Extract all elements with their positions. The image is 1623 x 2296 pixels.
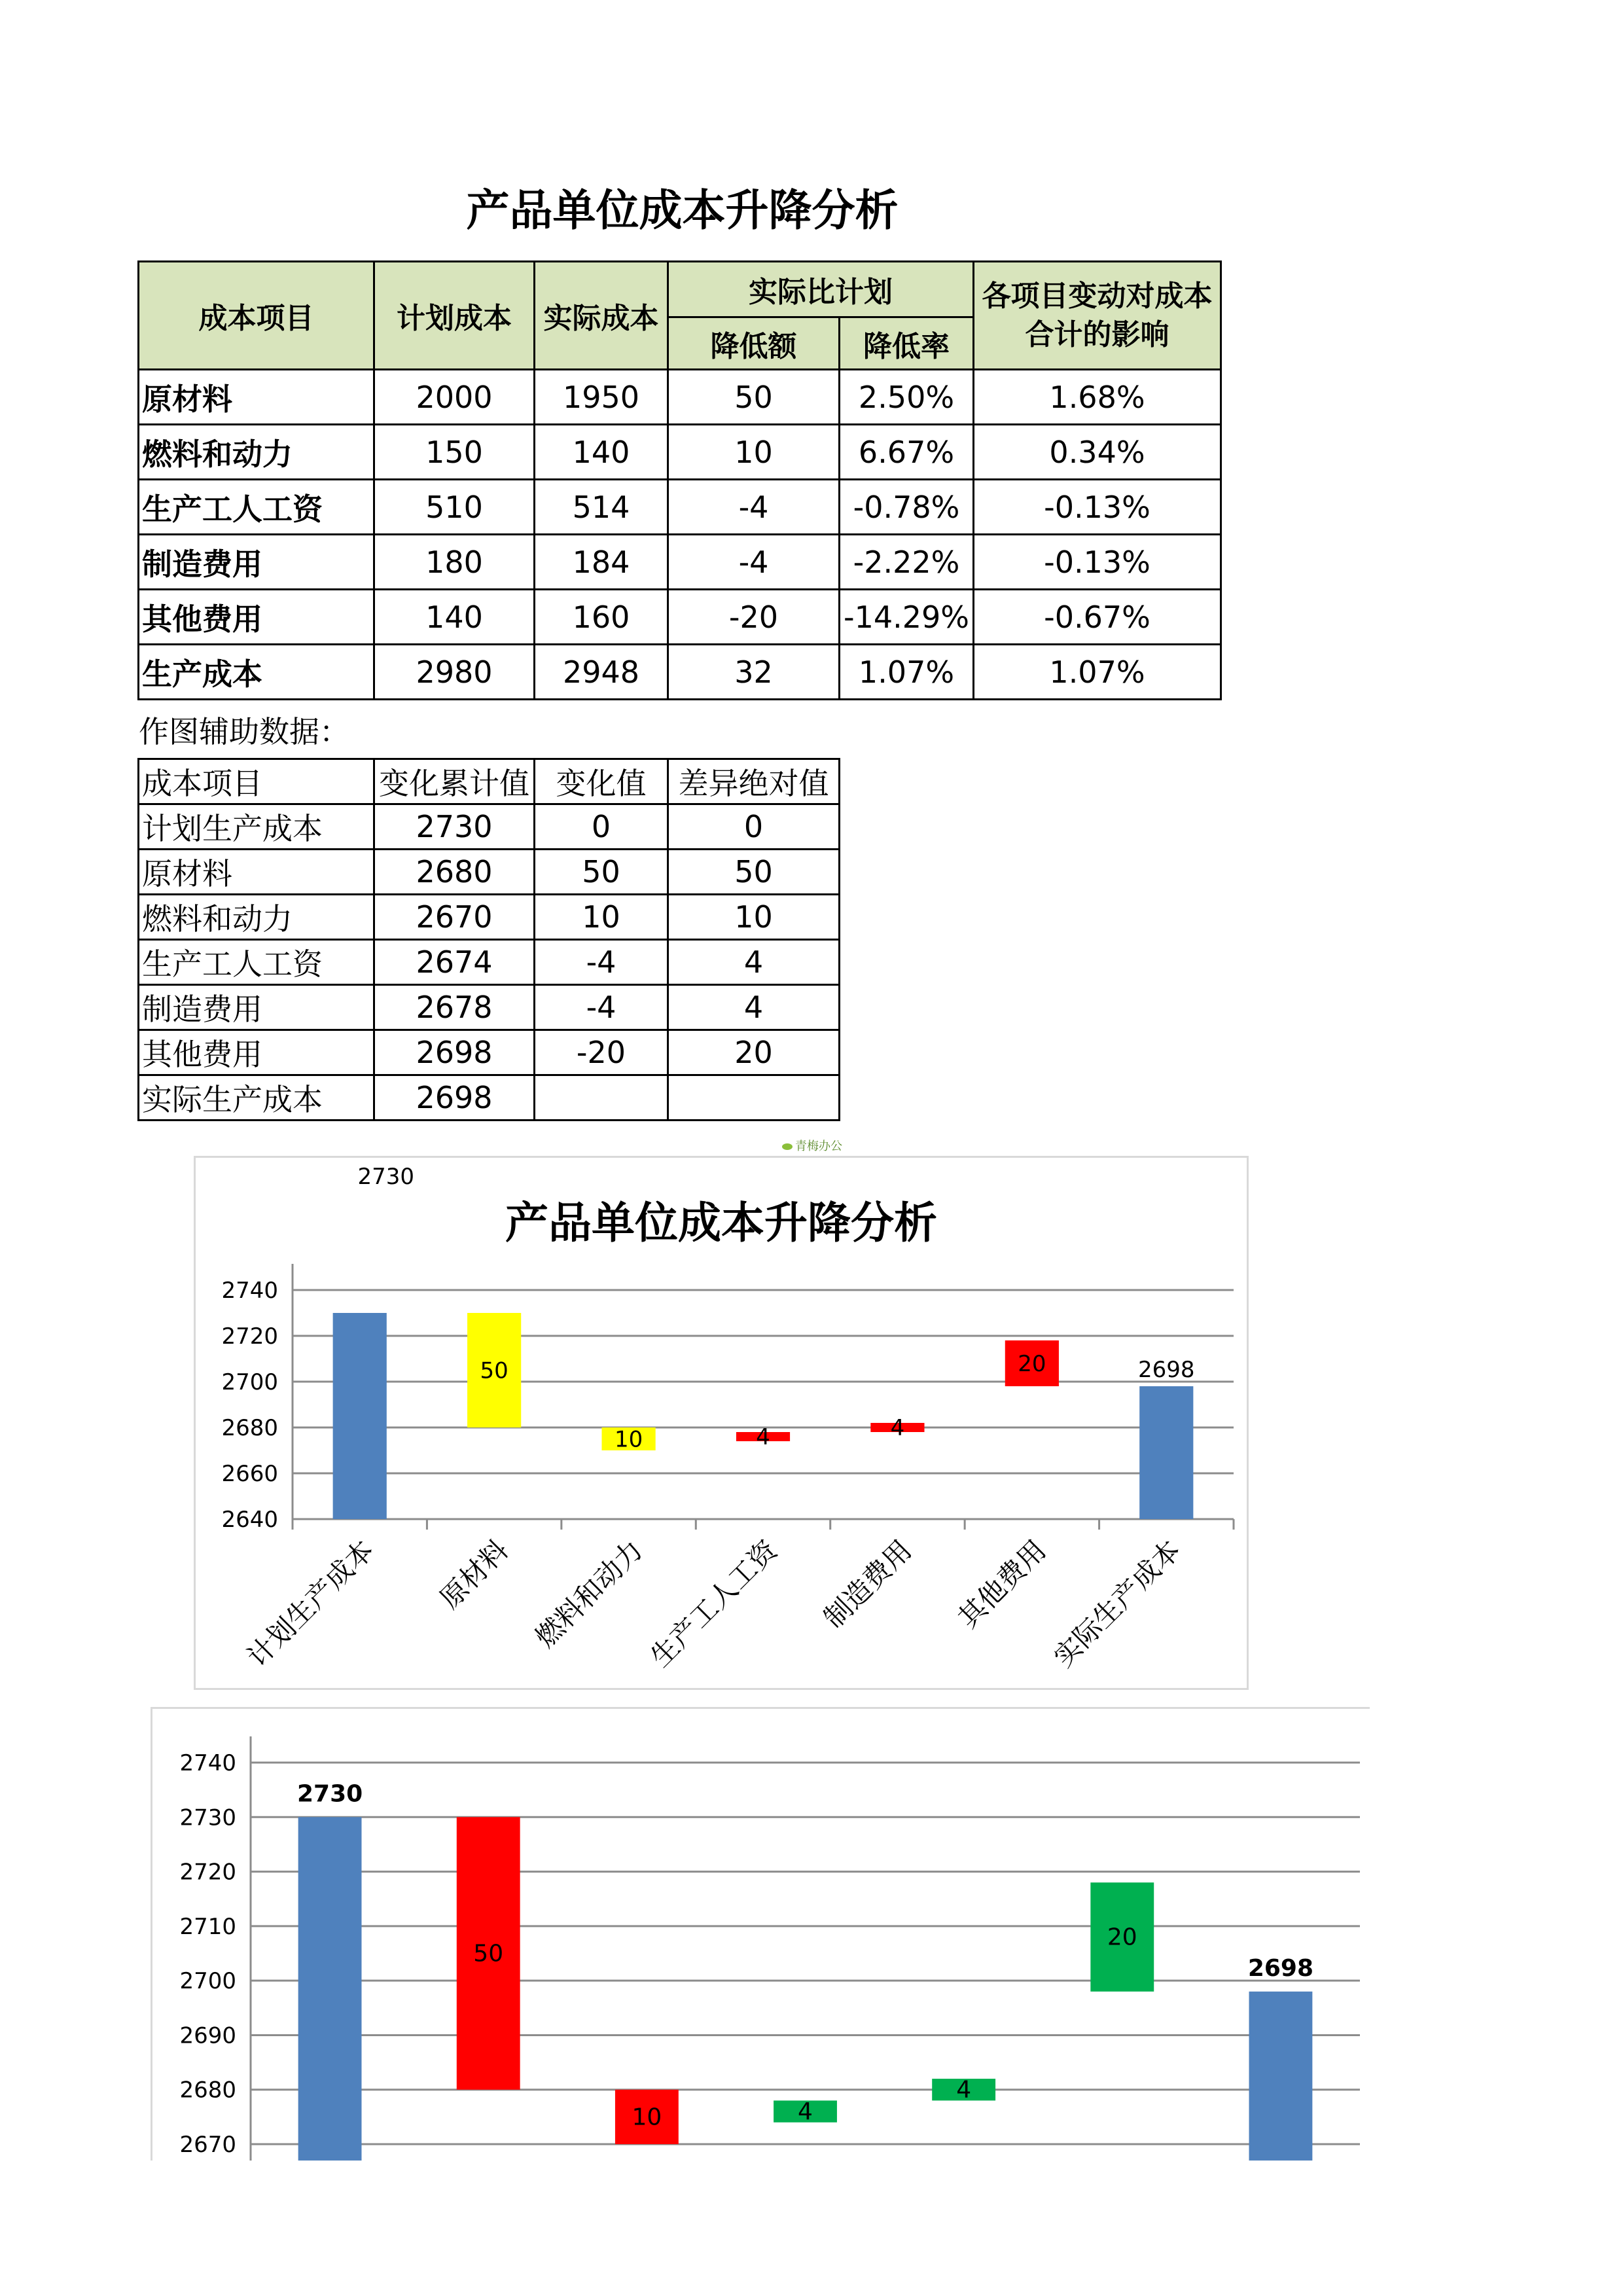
table-row (139, 985, 840, 1030)
aux-cell-item: 实际生产成本 (139, 1075, 374, 1121)
aux-cell-cumulative: 2670 (374, 895, 535, 940)
chart-2-svg (152, 1709, 1370, 2161)
data-label: 4 (956, 2076, 972, 2104)
data-label: 4 (798, 2098, 813, 2126)
y-tick-label: 2730 (179, 1804, 236, 1831)
y-tick-label: 2640 (221, 1507, 278, 1533)
data-label: 4 (756, 1424, 770, 1450)
data-label: 10 (632, 2104, 662, 2131)
header-item: 成本项目 (139, 262, 374, 370)
table-row (139, 425, 1221, 480)
cell-amount: -20 (668, 590, 840, 645)
data-label: 10 (614, 1426, 643, 1453)
data-label: 2698 (1247, 1954, 1314, 1982)
aux-cell-change: -20 (535, 1030, 668, 1075)
cell-amount: -4 (668, 535, 840, 590)
data-label: 20 (1018, 1351, 1046, 1377)
aux-cell-item: 计划生产成本 (139, 804, 374, 850)
leaf-icon (782, 1143, 793, 1150)
aux-cell-change: -4 (535, 985, 668, 1030)
y-tick-label: 2690 (179, 2022, 236, 2049)
cell-actual: 1950 (535, 370, 668, 425)
table-row (139, 1030, 840, 1075)
cell-impact: -0.13% (974, 535, 1221, 590)
cell-item: 生产成本 (139, 645, 374, 700)
header-compare: 实际比计划 (668, 262, 974, 317)
watermark (782, 1137, 842, 1154)
aux-header-cumulative: 变化累计值 (374, 759, 535, 804)
category-label: 计划生产成本 (240, 1534, 380, 1674)
aux-cell-abs (668, 1075, 840, 1121)
cell-rate: 2.50% (840, 370, 974, 425)
cell-item: 制造费用 (139, 535, 374, 590)
cell-actual: 514 (535, 480, 668, 535)
header-actual: 实际成本 (535, 262, 668, 370)
aux-cell-cumulative: 2698 (374, 1030, 535, 1075)
table-row (139, 645, 1221, 700)
aux-cell-abs: 20 (668, 1030, 840, 1075)
cell-actual: 184 (535, 535, 668, 590)
waterfall-chart-2 (151, 1707, 1370, 2161)
data-label: 20 (1107, 1924, 1137, 1951)
aux-cell-cumulative: 2674 (374, 940, 535, 985)
category-label: 制造费用 (817, 1534, 918, 1634)
aux-cell-change: 0 (535, 804, 668, 850)
y-tick-label: 2740 (179, 1750, 236, 1776)
y-tick-label: 2670 (179, 2132, 236, 2159)
cell-rate: -14.29% (840, 590, 974, 645)
cell-item: 原材料 (139, 370, 374, 425)
chart-1-svg (196, 1158, 1247, 1688)
data-label: 50 (473, 1940, 504, 1967)
table-row (139, 850, 840, 895)
page-title: 产品单位成本升降分析 (466, 185, 899, 236)
y-tick-label: 2720 (179, 1859, 236, 1886)
aux-cell-abs: 50 (668, 850, 840, 895)
cell-amount: 50 (668, 370, 840, 425)
chart-title: 产品单位成本升降分析 (505, 1198, 937, 1248)
aux-cell-cumulative: 2678 (374, 985, 535, 1030)
category-label: 生产工人工资 (644, 1534, 784, 1674)
data-label: 2698 (1138, 1357, 1195, 1383)
aux-cell-abs: 4 (668, 985, 840, 1030)
cell-item: 生产工人工资 (139, 480, 374, 535)
table-row (139, 940, 840, 985)
data-label: 2730 (296, 1780, 363, 1808)
chart-bar (298, 1817, 362, 2161)
cell-plan: 180 (374, 535, 535, 590)
table-row (139, 370, 1221, 425)
cell-item: 其他费用 (139, 590, 374, 645)
cell-impact: 1.68% (974, 370, 1221, 425)
y-tick-label: 2700 (179, 1968, 236, 1995)
header-decrease-amount: 降低额 (668, 317, 840, 370)
table-row (139, 1075, 840, 1121)
aux-data-table (137, 758, 840, 1121)
aux-cell-item: 生产工人工资 (139, 940, 374, 985)
category-label: 原材料 (433, 1534, 515, 1615)
header-plan: 计划成本 (374, 262, 535, 370)
aux-cell-change: -4 (535, 940, 668, 985)
aux-cell-change (535, 1075, 668, 1121)
cell-actual: 160 (535, 590, 668, 645)
watermark-text: 青梅办公 (795, 1139, 842, 1153)
aux-cell-abs: 4 (668, 940, 840, 985)
chart-bar (1249, 1992, 1313, 2161)
chart-bar (333, 1313, 387, 1519)
y-tick-label: 2700 (221, 1369, 278, 1395)
y-tick-label: 2680 (221, 1415, 278, 1441)
cell-amount: 10 (668, 425, 840, 480)
aux-cell-change: 50 (535, 850, 668, 895)
category-label: 其他费用 (952, 1534, 1052, 1634)
header-decrease-rate: 降低率 (840, 317, 974, 370)
cell-item: 燃料和动力 (139, 425, 374, 480)
aux-header-item: 成本项目 (139, 759, 374, 804)
aux-cell-item: 制造费用 (139, 985, 374, 1030)
cell-actual: 140 (535, 425, 668, 480)
aux-cell-cumulative: 2698 (374, 1075, 535, 1121)
cell-amount: 32 (668, 645, 840, 700)
cell-rate: -2.22% (840, 535, 974, 590)
table-row (139, 480, 1221, 535)
aux-cell-item: 燃料和动力 (139, 895, 374, 940)
table-row (139, 590, 1221, 645)
data-label: 4 (890, 1415, 905, 1441)
aux-cell-abs: 10 (668, 895, 840, 940)
aux-cell-cumulative: 2680 (374, 850, 535, 895)
y-tick-label: 2720 (221, 1323, 278, 1350)
aux-cell-abs: 0 (668, 804, 840, 850)
cell-plan: 2980 (374, 645, 535, 700)
cell-rate: -0.78% (840, 480, 974, 535)
aux-cell-cumulative: 2730 (374, 804, 535, 850)
aux-header-abs: 差异绝对值 (668, 759, 840, 804)
category-label: 燃料和动力 (529, 1534, 649, 1654)
table-row (139, 535, 1221, 590)
cell-plan: 2000 (374, 370, 535, 425)
y-tick-label: 2680 (179, 2077, 236, 2104)
cell-rate: 6.67% (840, 425, 974, 480)
table-row (139, 804, 840, 850)
cell-rate: 1.07% (840, 645, 974, 700)
cell-plan: 140 (374, 590, 535, 645)
aux-cell-item: 其他费用 (139, 1030, 374, 1075)
cell-impact: -0.67% (974, 590, 1221, 645)
waterfall-chart-1 (194, 1156, 1249, 1690)
data-label: 2730 (357, 1164, 414, 1190)
aux-cell-item: 原材料 (139, 850, 374, 895)
y-tick-label: 2740 (221, 1278, 278, 1304)
table-row (139, 895, 840, 940)
y-tick-label: 2660 (221, 1461, 278, 1487)
cell-actual: 2948 (535, 645, 668, 700)
header-impact: 各项目变动对成本合计的影响 (974, 262, 1221, 370)
category-label: 实际生产成本 (1047, 1534, 1187, 1674)
cost-analysis-table (137, 260, 1222, 700)
aux-cell-change: 10 (535, 895, 668, 940)
cell-impact: -0.13% (974, 480, 1221, 535)
cell-plan: 510 (374, 480, 535, 535)
cell-impact: 0.34% (974, 425, 1221, 480)
cell-plan: 150 (374, 425, 535, 480)
data-label: 50 (480, 1357, 508, 1384)
chart-bar (1139, 1386, 1193, 1519)
cell-impact: 1.07% (974, 645, 1221, 700)
aux-header-change: 变化值 (535, 759, 668, 804)
y-tick-label: 2710 (179, 1913, 236, 1940)
cell-amount: -4 (668, 480, 840, 535)
aux-caption: 作图辅助数据： (139, 714, 349, 749)
